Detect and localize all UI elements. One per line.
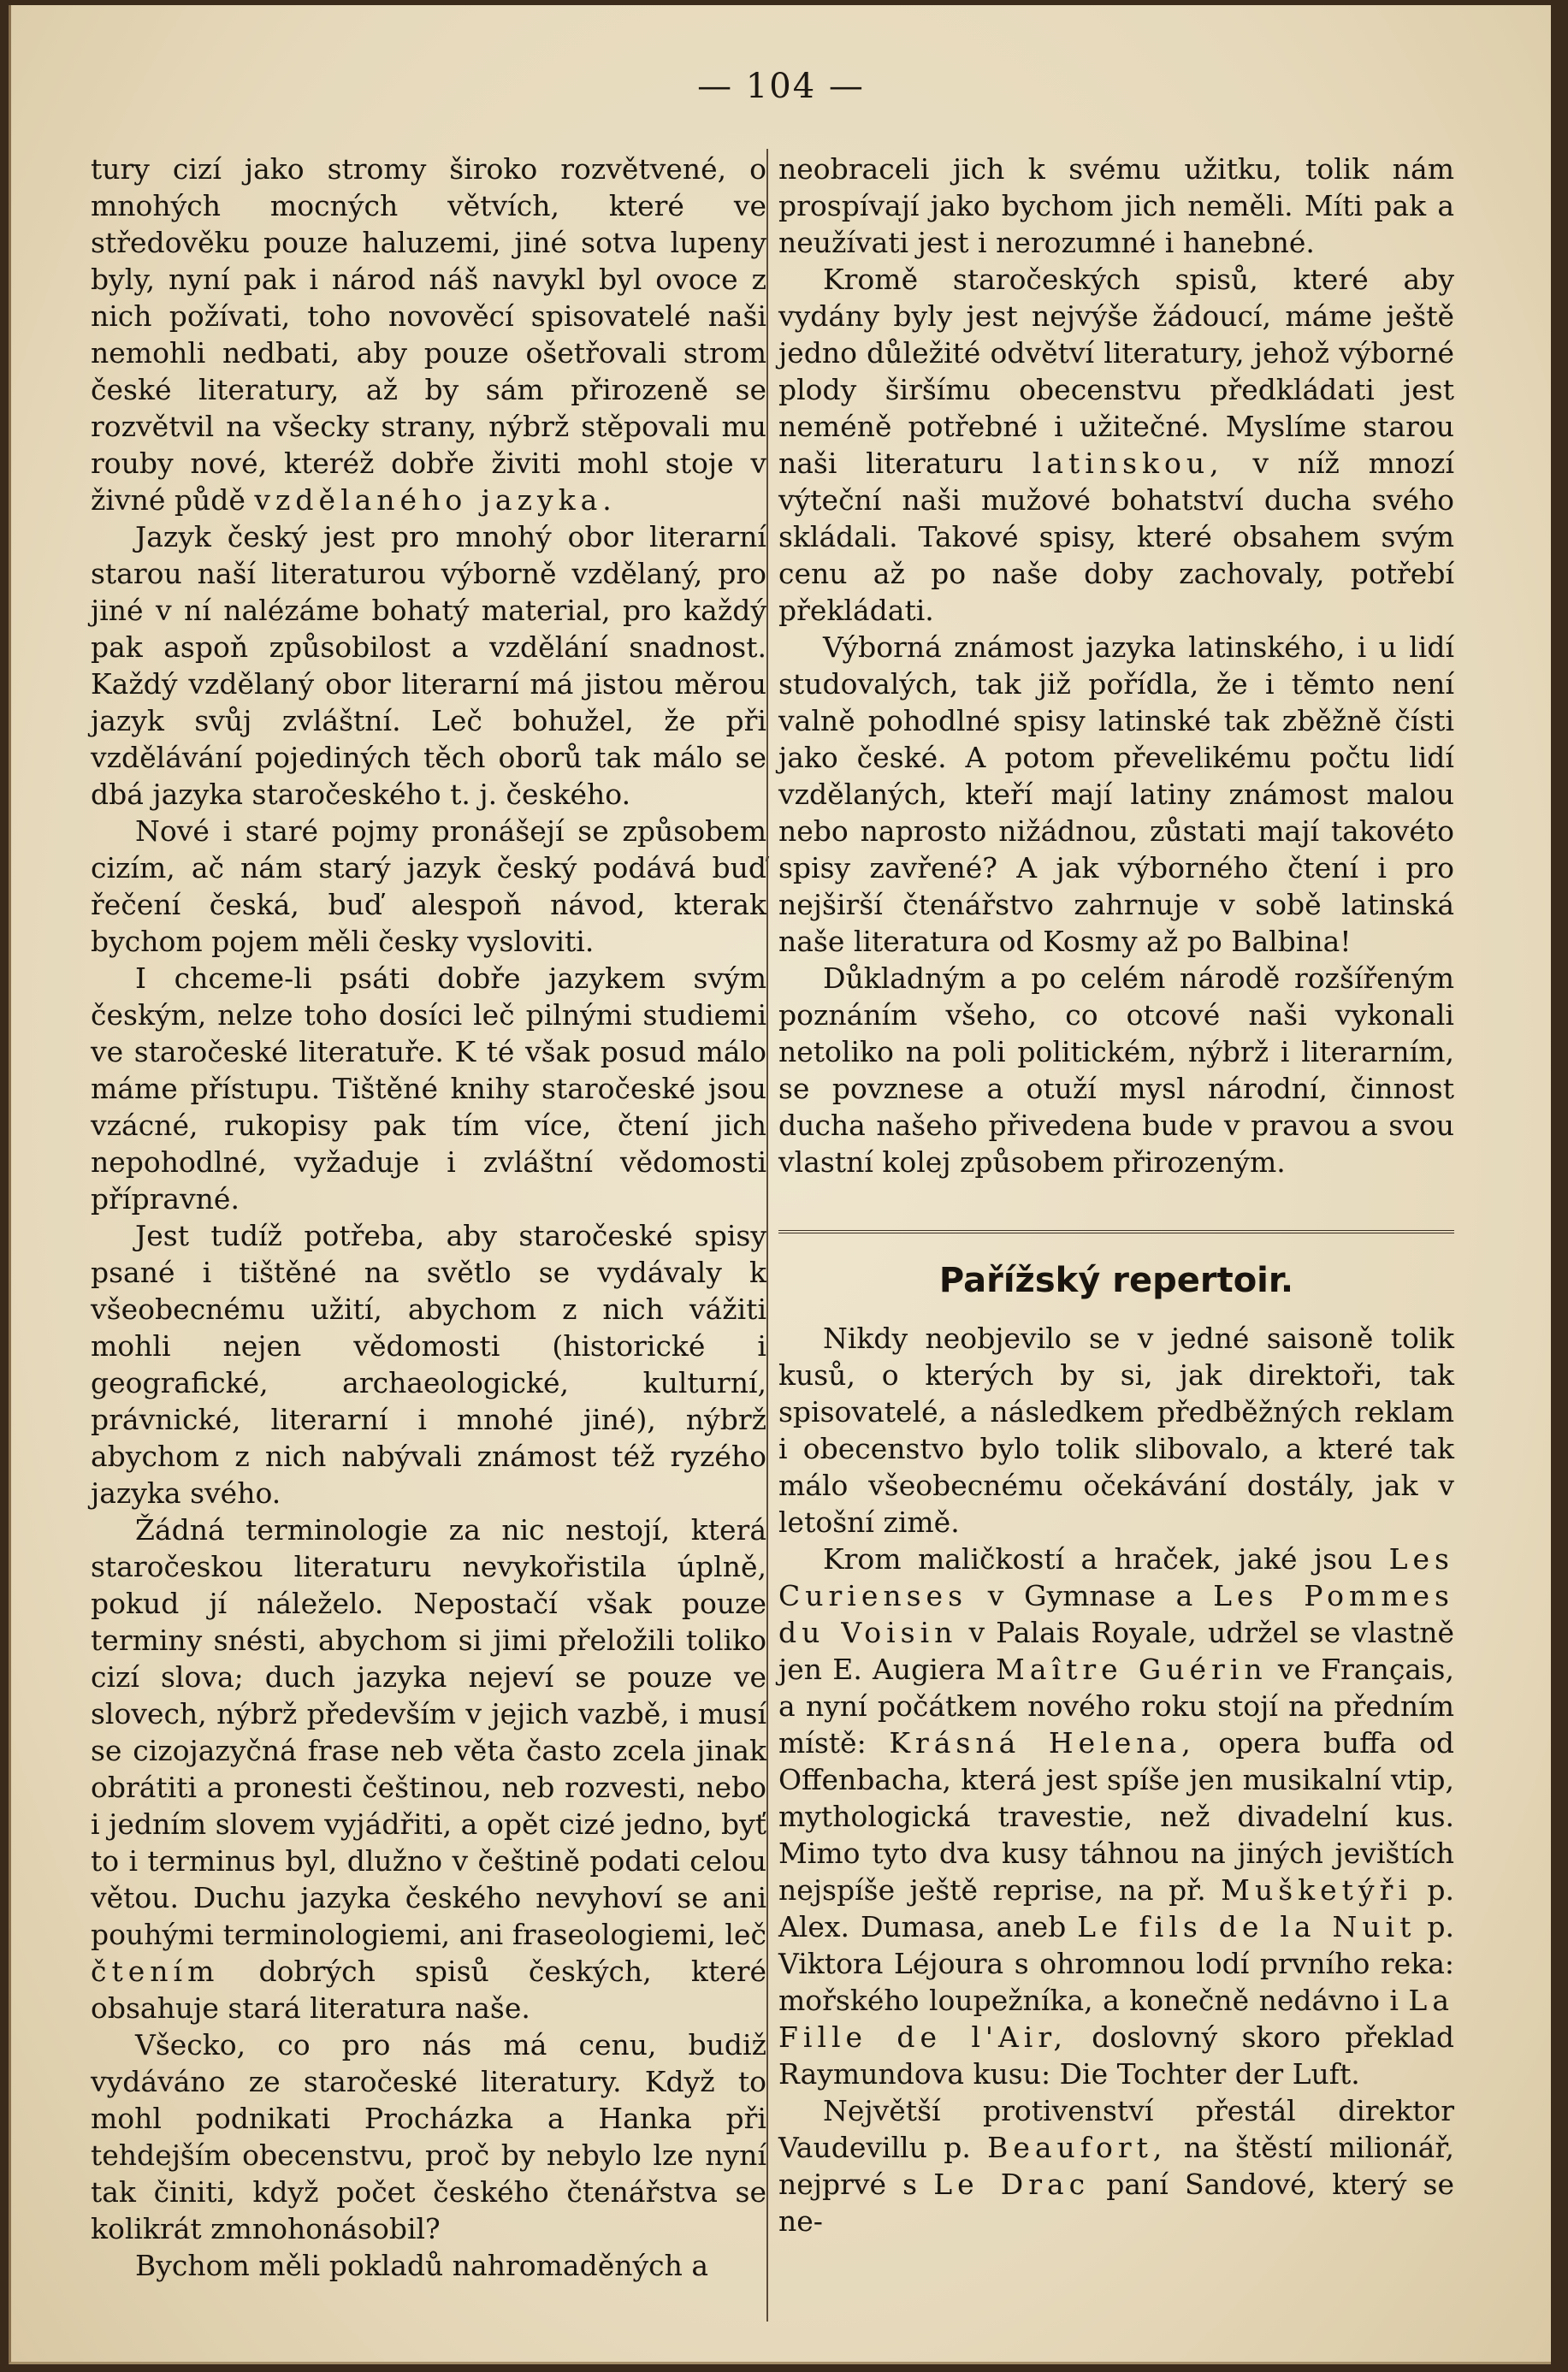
paragraph-text: Kromě staročeských spisů, které aby vydány byly jest nejvýše žádoucí, máme ještě jedno důležité odvětví literatury, jehož výborné plody širšímu obecenstvu předkládati jest neméně potřebné i užitečné. Myslíme starou naši literaturu: [778, 263, 1454, 480]
spaced-text: Les Curienses: [778, 1542, 1454, 1612]
right-column: [778, 151, 1454, 2239]
paragraph: [778, 2092, 1454, 2239]
paragraph: Bychom měli pokladů nahromaděných a: [135, 2249, 709, 2282]
paragraph: Nové i staré pojmy pronášejí se způsobem cizím, ač nám starý jazyk český podává buď řečení česká, buď alespoň návod, kterak bychom pojem měli česky vysloviti.: [91, 814, 766, 958]
paragraph-text: opera buffa od Offenbacha, která jest spíše jen musikalní vtip, mythologická travestie, než divadelní kus. Mimo tyto dva kusy táhnou na jiných jevištích nejspíše ještě reprise, na př.: [778, 1726, 1454, 1907]
paragraph-text: Největší protivenství přestál direktor Vaudevillu p.: [778, 2094, 1454, 2164]
paragraph-text: na štěstí milionář, nejprvé s: [778, 2131, 1454, 2201]
paragraph: Všecko, co pro nás má cenu, budiž vydáváno ze staročeské literatury. Když to mohl podnikati Procházka a Hanka při tehdejším obecenstvu, proč by nebylo lze nyní tak činiti, když počet českého čtenářstva se kolikrát zmnohonásobil?: [91, 2028, 766, 2245]
paragraph-text: dobrých spisů českých, které obsahuje stará literatura naše.: [91, 1955, 766, 2025]
paragraph-text: Krom maličkostí a hraček, jaké jsou: [823, 1542, 1373, 1576]
paragraph: [778, 261, 1454, 629]
paragraph-text: v níž mnozí výteční naši mužové bohatství ducha svého skládali. Takové spisy, které obsahem svým cenu až po naše doby zachovaly, potřebí překládati.: [778, 447, 1454, 627]
paragraph: Výborná známost jazyka latinského, i u lidí studovalých, tak již pořídla, že i těmto není valně pohodlné spisy latinské tak zběžně čísti jako české. A potom převelikému počtu lidí vzdělaných, kteří mají latiny známost malou nebo naprosto nižádnou, zůstati mají takovéto spisy zavřené? A jak výborného čtení i pro nejširší čtenářstvo zahrnuje v sobě latinská naše literatura od Kosmy až po Balbina!: [778, 630, 1454, 958]
spaced-text: čtením: [91, 1955, 220, 1988]
section-rule: [778, 1230, 1454, 1233]
spaced-text: Les Pommes du Voisin: [778, 1579, 1454, 1649]
paragraph: [91, 1511, 766, 2026]
paragraph-text: Žádná terminologie za nic nestojí, která staročeskou literaturu nevykořistila úplně, pokud jí náleželo. Nepostačí však pouze terminy snésti, abychom si jimi přeložili toliko cizí slova; duch jazyka nejeví se pouze ve slovech, nýbrž především v jejich vazbě, i musí se cizojazyčná frase neb věta často zcela jinak obrátiti a pronesti češtinou, neb rozvesti, nebo i jedním slovem vyjádřiti, a opět cizé jedno, byť to i terminus byl, dlužno v češtině podati celou větou. Duchu jazyka českého nevyhoví se ani pouhými terminologiemi, ani fraseologiemi, leč: [91, 1513, 766, 1951]
paragraph-text: v Palais Royale, udržel se vlastně jen E. Augiera: [778, 1616, 1455, 1686]
paragraph: [778, 1541, 1454, 2092]
paragraph: Jazyk český jest pro mnohý obor literarní starou naší literaturou výborně vzdělaný, pro jiné v ní nalézáme bohatý material, pro každý pak aspoň způsobilost a vzdělání snadnost. Každý vzdělaný obor literarní má jistou měrou jazyk svůj zvláštní. Leč bohužel, že při vzdělávání pojediných těch oborů tak málo se dbá jazyka staročeského t. j. českého.: [91, 520, 766, 811]
page-number: — 104 —: [697, 67, 865, 106]
spaced-text: vzdělaného jazyka.: [254, 483, 617, 517]
left-column: [91, 151, 766, 2284]
paragraph-text: doslovný skoro překlad Raymundova kusu: Die Tochter der Luft.: [778, 2020, 1454, 2091]
spaced-text: La Fille de l'Air,: [778, 1984, 1454, 2054]
paragraph: I chceme-li psáti dobře jazykem svým českým, nelze toho dosíci leč pilnými studiemi ve staročeské literatuře. K té však posud málo máme přístupu. Tištěné knihy staročeské jsou vzácné, rukopisy pak tím více, čtení jich nepohodlné, vyžaduje i zvláštní vědomosti přípravné.: [91, 961, 766, 1216]
spaced-text: Mušketýři: [1221, 1873, 1412, 1907]
spaced-text: Beaufort,: [987, 2131, 1168, 2164]
paragraph: Jest tudíž potřeba, aby staročeské spisy psané i tištěné na světlo se vydávaly k všeobecnému užití, abychom z nich vážiti mohli nejen vědomosti (historické i geografické, archaeologické, kulturní, právnické, literarní i mnohé jiné), nýbrž abychom z nich nabývali známost též ryzého jazyka svého.: [91, 1219, 766, 1510]
paragraph: [91, 151, 766, 518]
page: [9, 5, 1551, 2364]
spaced-text: Le fils de la Nuit: [1077, 1910, 1417, 1943]
spaced-text: latinskou,: [1032, 447, 1224, 480]
spaced-text: Le Drac: [933, 2168, 1091, 2201]
spaced-text: Krásná Helena,: [889, 1726, 1196, 1760]
paragraph: neobraceli jich k svému užitku, tolik nám prospívají jako bychom jich neměli. Míti pak a neužívati jest i nerozumné i hanebné.: [778, 152, 1454, 259]
paragraph-text: tury cizí jako stromy široko rozvětvené, o mnohých mocných větvích, které ve středověku pouze haluzemi, jiné sotva lupeny byly, nyní pak i národ náš navykl byl ovoce z nich požívati, toho novověcí spisovatelé naši nemohli nedbati, aby pouze ošetřovali strom české literatury, až by sám přirozeně se rozvětvil na všecky strany, nýbrž stěpovali mu rouby nové, kteréž dobře živiti mohl stoje v živné půdě: [91, 152, 766, 517]
paragraph-text: p. Alex. Dumasa, aneb: [778, 1873, 1454, 1943]
paragraph-text: v Gymnase a: [987, 1579, 1193, 1612]
paragraph-text: ve Français, a nyní počátkem nového roku stojí na předním místě:: [778, 1653, 1454, 1760]
column-divider: [766, 149, 768, 2322]
paragraph-text: paní Sandové, který se ne-: [778, 2168, 1454, 2238]
paragraph-text: p. Viktora Léjoura s ohromnou lodí prvního reka: mořského loupežníka, a konečně nedávno i: [778, 1910, 1454, 2017]
paragraph: Důkladným a po celém národě rozšířeným poznáním všeho, co otcové naši vykonali netoliko na poli politickém, nýbrž i literarním, se povznese a otuží mysl národní, činnost ducha našeho přivedena bude v pravou a svou vlastní kolej způsobem přirozeným.: [778, 961, 1454, 1179]
section-heading: Pařížský repertoir.: [938, 1261, 1294, 1300]
spaced-text: Maître Guérin: [996, 1653, 1268, 1686]
paragraph: Nikdy neobjevilo se v jedné saisoně tolik kusů, o kterých by si, jak direktoři, tak spisovatelé, a následkem předběžných reklam i obecenstvo bylo tolik slibovalo, a které tak málo všeobecnému očekávání dostály, jak v letošní zimě.: [778, 1322, 1454, 1539]
